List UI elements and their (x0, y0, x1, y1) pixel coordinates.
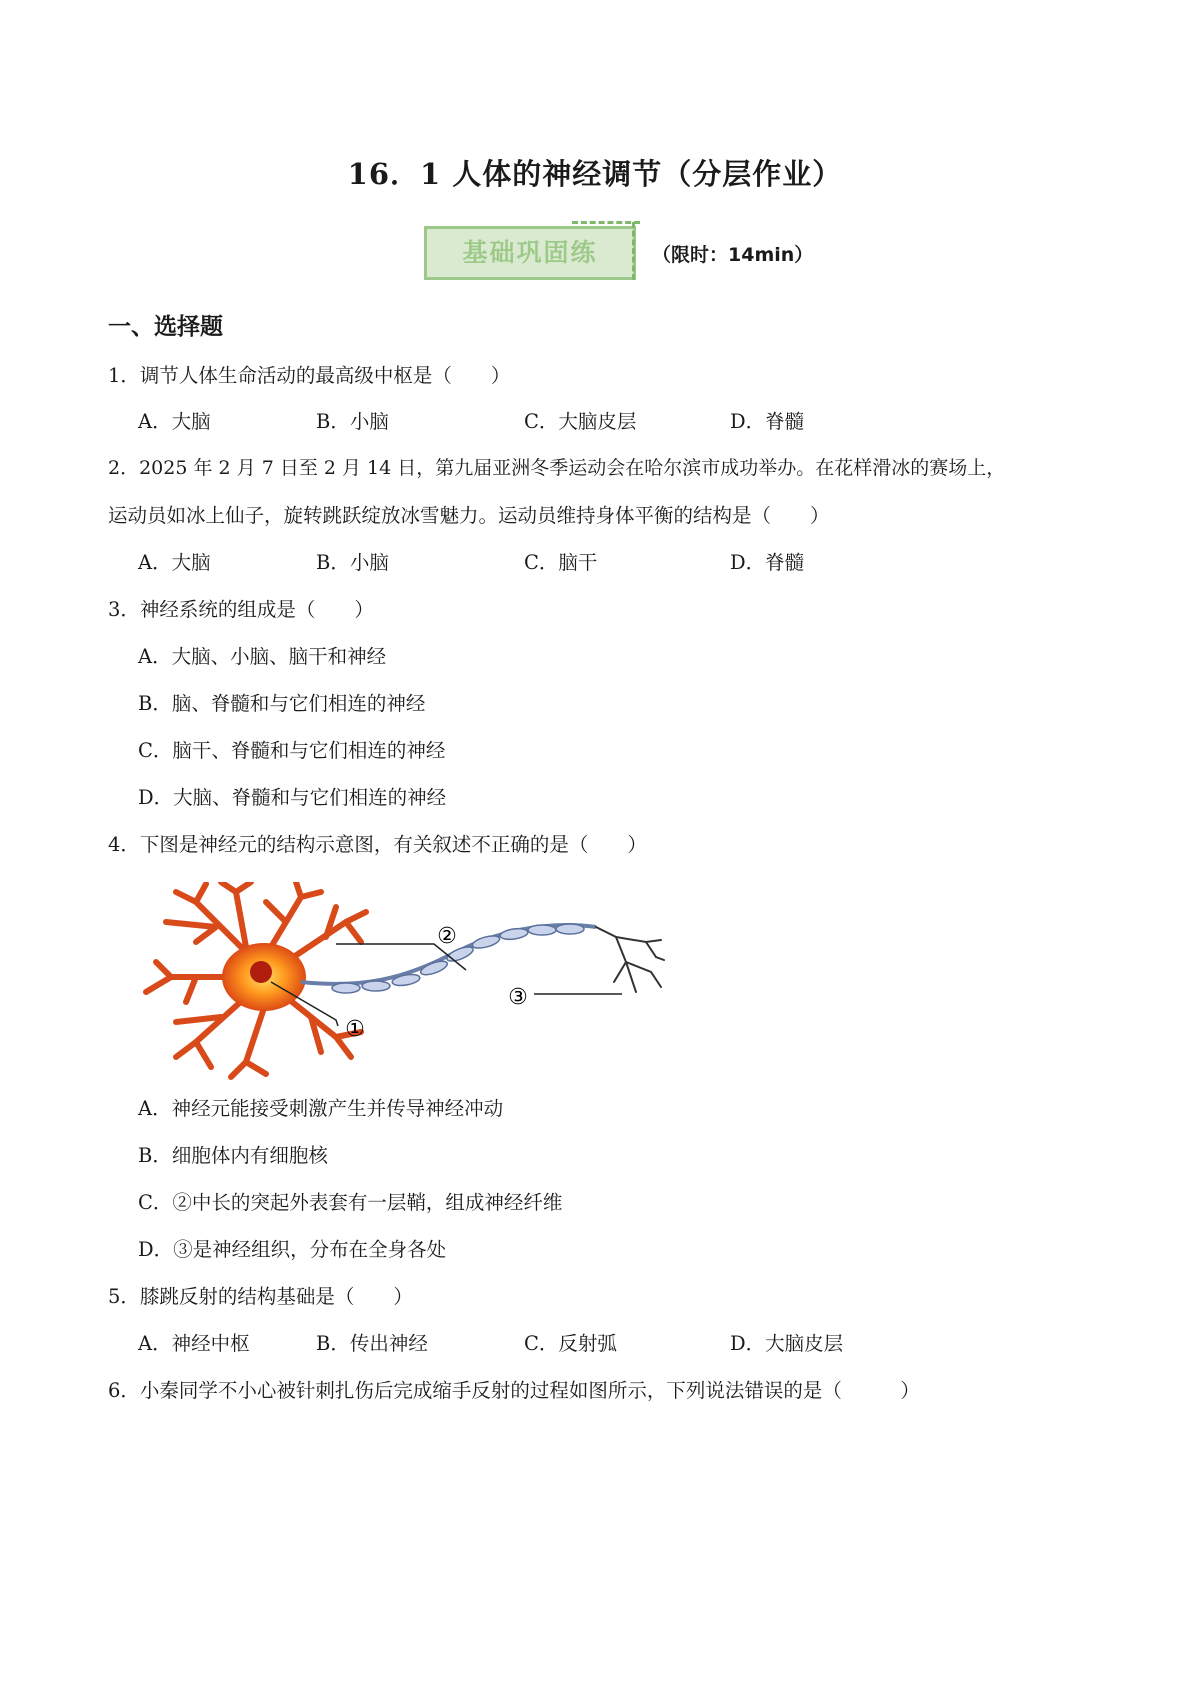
q1-option-d: D．脊髓 (730, 410, 805, 433)
q1-option-c: C．大脑皮层 (524, 410, 637, 433)
label-1: ① (345, 1017, 365, 1042)
q5-option-c: C．反射弧 (524, 1332, 617, 1355)
axon-terminal (596, 927, 664, 992)
q5-option-a: A．神经中枢 (138, 1332, 250, 1355)
q1-option-b: B．小脑 (316, 410, 389, 433)
question-5-stem: 5．膝跳反射的结构基础是（ ） (108, 1285, 413, 1308)
q5-option-d: D．大脑皮层 (730, 1332, 844, 1355)
q5-option-b: B．传出神经 (316, 1332, 428, 1355)
time-limit: （限时：14min） (652, 244, 814, 266)
q2-option-c: C．脑干 (524, 551, 598, 574)
q3-option-b: B．脑、脊髓和与它们相连的神经 (138, 692, 426, 715)
neuron-diagram (136, 882, 716, 1082)
q4-option-b: B．细胞体内有细胞核 (138, 1144, 328, 1167)
label-2: ② (437, 924, 457, 949)
question-6-stem: 6．小秦同学不小心被针刺扎伤后完成缩手反射的过程如图所示，下列说法错误的是（ ） (108, 1379, 920, 1402)
q4-option-a: A．神经元能接受刺激产生并传导神经冲动 (138, 1097, 504, 1120)
q1-option-a: A．大脑 (138, 410, 211, 433)
question-4-stem: 4．下图是神经元的结构示意图，有关叙述不正确的是（ ） (108, 833, 647, 856)
q2-option-a: A．大脑 (138, 551, 211, 574)
myelin-sheath (332, 924, 584, 993)
q4-option-c: C．②中长的突起外表套有一层鞘，组成神经纤维 (138, 1191, 563, 1214)
q2-option-b: B．小脑 (316, 551, 389, 574)
question-2-stem-line2: 运动员如冰上仙子，旋转跳跃绽放冰雪魅力。运动员维持身体平衡的结构是（ ） (108, 504, 830, 527)
q3-option-a: A．大脑、小脑、脑干和神经 (138, 645, 387, 668)
question-3-stem: 3．神经系统的组成是（ ） (108, 598, 374, 621)
badge-label: 基础巩固练 (462, 238, 598, 267)
nucleus (250, 961, 272, 983)
q2-option-d: D．脊髓 (730, 551, 805, 574)
q3-option-d: D．大脑、脊髓和与它们相连的神经 (138, 786, 447, 809)
label-3: ③ (508, 985, 528, 1010)
q3-option-c: C．脑干、脊髓和与它们相连的神经 (138, 739, 446, 762)
question-1-stem: 1．调节人体生命活动的最高级中枢是（ ） (108, 364, 511, 387)
q4-option-d: D．③是神经组织，分布在全身各处 (138, 1238, 447, 1261)
badge-dash-top (572, 221, 640, 224)
section-heading: 一、选择题 (108, 313, 223, 340)
question-2-stem-line1: 2．2025 年 2 月 7 日至 2 月 14 日，第九届亚洲冬季运动会在哈尔滨市成功举办。在花样滑冰的赛场上， (108, 457, 1006, 479)
page-title: 16．1 人体的神经调节（分层作业） (347, 157, 843, 191)
